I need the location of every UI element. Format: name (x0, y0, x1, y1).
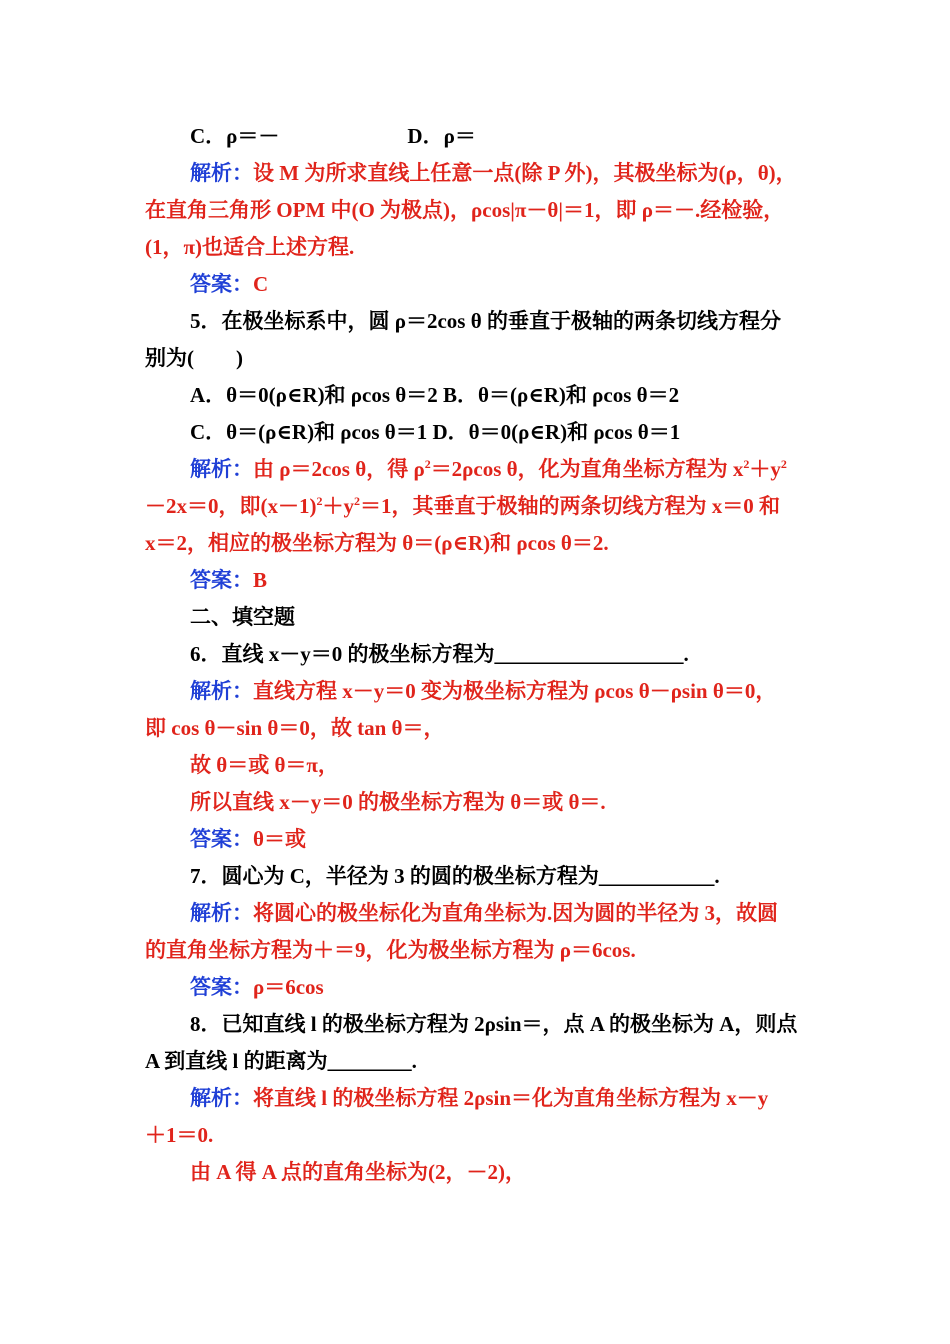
q7-analysis-label: 解析： (190, 901, 253, 925)
q6-answer-value: θ＝或 (253, 827, 306, 851)
q4-option-d-text: ρ＝ (443, 124, 476, 148)
q5-analysis-line-3: x＝2，相应的极坐标方程为 θ＝(ρ∈R)和 ρcos θ＝2. (145, 531, 609, 555)
q5-analysis-line-1 (145, 451, 815, 488)
q5-sup: 2 (354, 494, 360, 508)
q5-answer-value: B (253, 568, 268, 592)
q8-analysis-text-1: 将直线 l 的极坐标方程 2ρsin＝化为直角坐标方程为 x－y (253, 1086, 769, 1110)
q7-analysis-text-1: 将圆心的极坐标化为直角坐标为.因为圆的半径为 3，故圆 (253, 901, 778, 925)
q6-analysis-line-4: 所以直线 x－y＝0 的极坐标方程为 θ＝或 θ＝. (190, 790, 606, 814)
q7-analysis-line-1 (145, 895, 815, 932)
q8-stem-line-1: 8．已知直线 l 的极坐标方程为 2ρsin＝，点 A 的极坐标为 A，则点 (190, 1012, 798, 1036)
section-title: 二、填空题 (190, 605, 295, 629)
q5-analysis-text-1c: ＋y (749, 457, 781, 481)
q4-analysis-line-2: 在直角三角形 OPM 中(O 为极点)，ρcos|π－θ|＝1，即 ρ＝－.经检验， (145, 198, 785, 222)
q5-analysis-text-1a: 由 ρ＝2cos θ，得 ρ (253, 457, 425, 481)
q6-analysis-line-3: 故 θ＝或 θ＝π， (190, 753, 339, 777)
q8-analysis-line-2: ＋1＝0. (145, 1123, 214, 1147)
q4-answer-label: 答案： (190, 272, 253, 296)
q6-answer (145, 821, 815, 858)
q5-stem-line-1: 5．在极坐标系中，圆 ρ＝2cos θ 的垂直于极轴的两条切线方程分 (190, 309, 781, 333)
q8-analysis-line-3: 由 A 得 A 点的直角坐标为(2，－2)， (190, 1160, 526, 1184)
q6-analysis-line-2: 即 cos θ－sin θ＝0，故 tan θ＝， (145, 716, 445, 740)
q4-option-c-text: ρ＝－ (226, 124, 280, 148)
q7-answer-label: 答案： (190, 975, 253, 999)
q7-analysis-line-2: 的直角坐标方程为＋＝9，化为极坐标方程为 ρ＝6cos. (145, 938, 636, 962)
document-page (145, 118, 815, 1191)
q5-options-line-1: A．θ＝0(ρ∈R)和 ρcos θ＝2 B．θ＝(ρ∈R)和 ρcos θ＝2 (190, 383, 680, 407)
q7-stem: 7．圆心为 C，半径为 3 的圆的极坐标方程为___________. (190, 864, 720, 888)
q4-analysis-line-1 (145, 155, 815, 192)
q5-analysis-text-2c: ＝1，其垂直于极轴的两条切线方程为 x＝0 和 (360, 494, 780, 518)
q4-analysis-line-3: (1，π)也适合上述方程. (145, 235, 355, 259)
q4-analysis-text-1: 设 M 为所求直线上任意一点(除 P 外)，其极坐标为(ρ，θ)， (253, 161, 797, 185)
q4-analysis-label: 解析： (190, 161, 253, 185)
q4-options (145, 118, 815, 155)
q5-sup: 2 (316, 494, 323, 508)
q5-answer (145, 562, 815, 599)
q8-stem-line-2: A 到直线 l 的距离为________. (145, 1049, 417, 1073)
q5-options-line-2: C．θ＝(ρ∈R)和 ρcos θ＝1 D．θ＝0(ρ∈R)和 ρcos θ＝1 (190, 420, 681, 444)
q6-answer-label: 答案： (190, 827, 253, 851)
q6-analysis-text-1: 直线方程 x－y＝0 变为极坐标方程为 ρcos θ－ρsin θ＝0， (253, 679, 777, 703)
q7-answer-value: ρ＝6cos (253, 975, 324, 999)
q4-answer-value: C (253, 272, 269, 296)
q8-analysis-label: 解析： (190, 1086, 253, 1110)
q5-sup: 2 (743, 457, 750, 471)
q6-analysis-label: 解析： (190, 679, 253, 703)
q5-stem-line-2: 别为( ) (145, 346, 243, 370)
q6-stem: 6．直线 x－y＝0 的极坐标方程为__________________. (190, 642, 689, 666)
q4-answer (145, 266, 815, 303)
q5-sup: 2 (424, 457, 431, 471)
q5-analysis-text-2a: －2x＝0，即(x－1) (145, 494, 317, 518)
q5-analysis-line-2 (145, 488, 815, 525)
q4-option-c-label: C． (190, 124, 227, 148)
q4-option-d-label: D． (407, 124, 444, 148)
q5-analysis-text-1b: ＝2ρcos θ，化为直角坐标方程为 x (430, 457, 744, 481)
q5-analysis-label: 解析： (190, 457, 253, 481)
q5-analysis-text-2b: ＋y (322, 494, 354, 518)
q7-answer (145, 969, 815, 1006)
q5-answer-label: 答案： (190, 568, 253, 592)
q5-sup: 2 (780, 457, 787, 471)
q8-analysis-line-1 (145, 1080, 815, 1117)
q6-analysis-line-1 (145, 673, 815, 710)
